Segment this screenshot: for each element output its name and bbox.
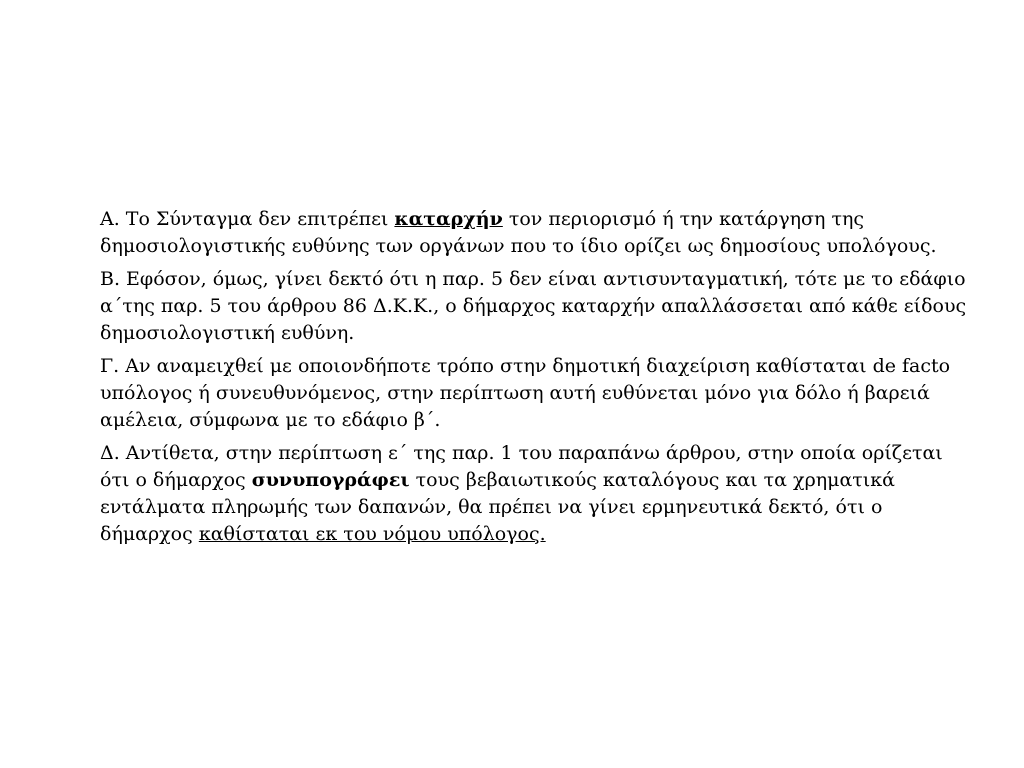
paragraph-d-underline: καθίσταται εκ του νόμου υπόλογος.: [198, 523, 546, 545]
paragraph-a-text-2: τον περιορισμό ή την κατάργηση της δημοσιολογιστικής ευθύνης των οργάνων που το ίδιο ορίζει ως δημοσίους υπολόγους.: [100, 208, 937, 257]
paragraph-a: [100, 206, 970, 260]
paragraph-b-text: Β. Εφόσον, όμως, γίνει δεκτό ότι η παρ. 5 δεν είναι αντισυνταγματική, τότε με το εδάφιο α΄της παρ. 5 του άρθρου 86 Δ.Κ.Κ., ο δήμαρχος καταρχήν απαλλάσσεται από κάθε είδους δημοσιολογιστική ευθύνη.: [100, 268, 967, 344]
paragraph-d: [100, 440, 970, 548]
paragraph-a-emphasis: καταρχήν: [394, 208, 503, 230]
paragraph-d-text-2: τους βεβαιωτικούς καταλόγους και τα χρηματικά εντάλματα πληρωμής των δαπανών, θα πρέπει να γίνει ερμηνευτικά δεκτό, ότι ο δήμαρχος: [100, 469, 895, 545]
paragraph-c: [100, 353, 970, 434]
paragraph-c-text: Γ. Αν αναμειχθεί με οποιονδήποτε τρόπο στην δημοτική διαχείριση καθίσταται de facto υπόλογος ή συνευθυνόμενος, στην περίπτωση αυτή ευθύνεται μόνο για δόλο ή βαρειά αμέλεια, σύμφωνα με το εδάφιο β΄.: [100, 355, 951, 431]
slide-body: [100, 206, 970, 554]
paragraph-a-text-1: Α. Το Σύνταγμα δεν επιτρέπει: [100, 208, 395, 230]
paragraph-d-bold: συνυπογράφει: [251, 469, 410, 491]
paragraph-b: [100, 266, 970, 347]
paragraph-d-text-1: Δ. Αντίθετα, στην περίπτωση ε΄ της παρ. 1 του παραπάνω άρθρου, στην οποία ορίζεται ότι ο δήμαρχος: [100, 442, 943, 491]
